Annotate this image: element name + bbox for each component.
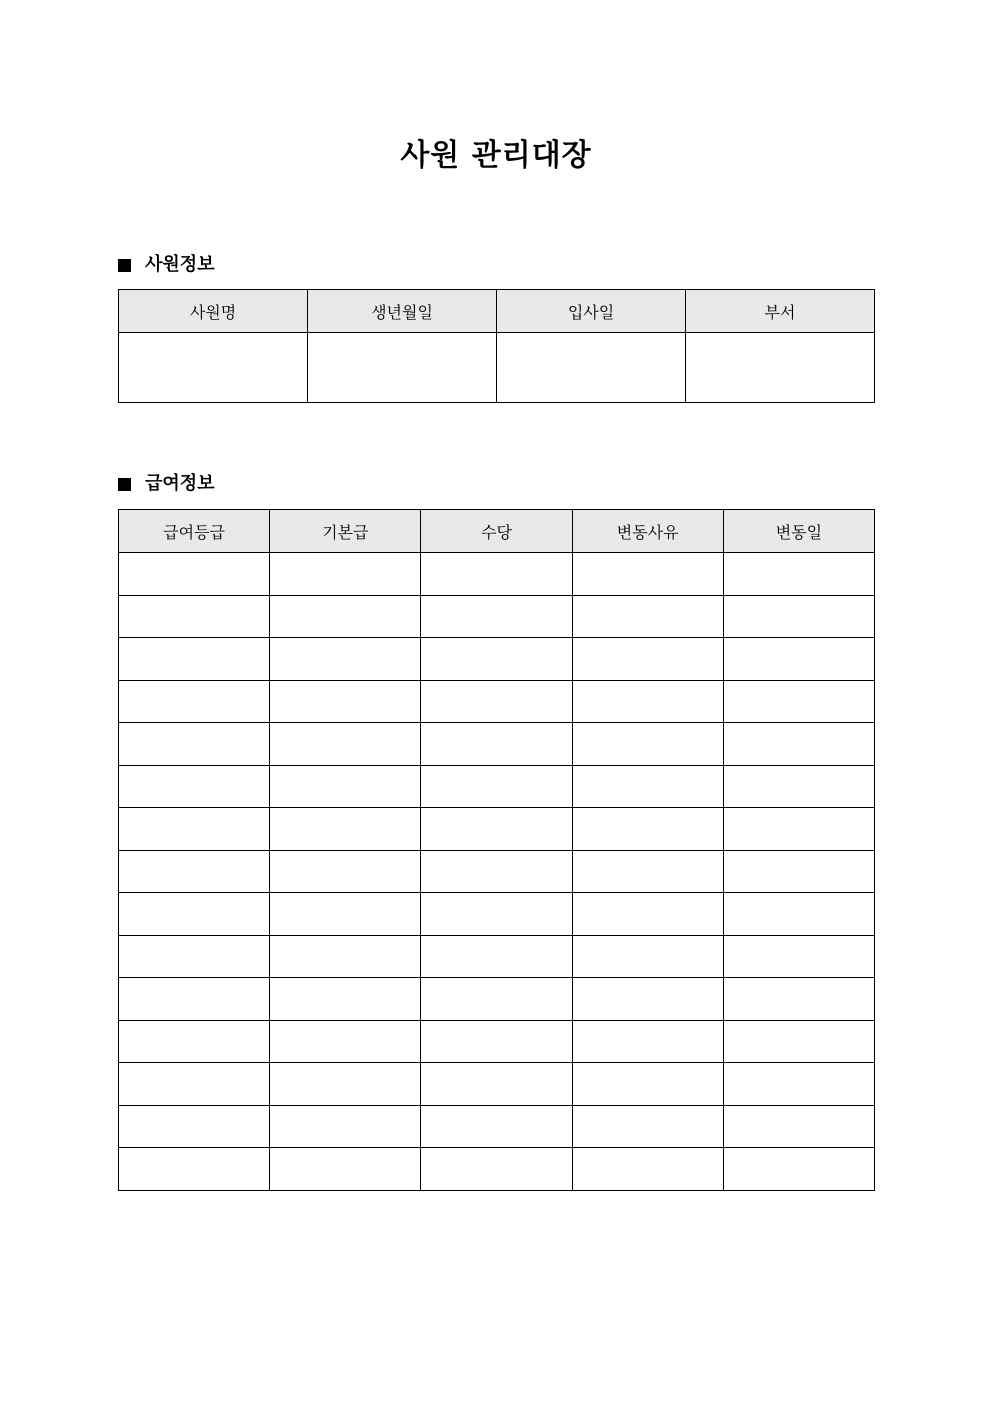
base-salary-cell[interactable] <box>270 765 421 808</box>
allowance-cell[interactable] <box>421 723 572 766</box>
column-header-change-date: 변동일 <box>723 510 874 553</box>
allowance-cell[interactable] <box>421 765 572 808</box>
pay-grade-cell[interactable] <box>119 595 270 638</box>
change-reason-cell[interactable] <box>572 638 723 681</box>
base-salary-cell[interactable] <box>270 935 421 978</box>
table-row <box>119 1105 875 1148</box>
allowance-cell[interactable] <box>421 935 572 978</box>
table-row <box>119 595 875 638</box>
change-reason-cell[interactable] <box>572 680 723 723</box>
pay-grade-cell[interactable] <box>119 935 270 978</box>
change-reason-cell[interactable] <box>572 1105 723 1148</box>
change-date-cell[interactable] <box>723 893 874 936</box>
table-row <box>119 553 875 596</box>
table-row <box>119 1020 875 1063</box>
base-salary-cell[interactable] <box>270 595 421 638</box>
pay-grade-cell[interactable] <box>119 1105 270 1148</box>
table-row <box>119 808 875 851</box>
salary-section-heading <box>118 471 215 497</box>
base-salary-cell[interactable] <box>270 808 421 851</box>
table-row <box>119 333 875 403</box>
column-header-base-salary: 기본급 <box>270 510 421 553</box>
table-row <box>119 978 875 1021</box>
pay-grade-cell[interactable] <box>119 638 270 681</box>
base-salary-cell[interactable] <box>270 553 421 596</box>
column-header-pay-grade: 급여등급 <box>119 510 270 553</box>
column-header-allowance: 수당 <box>421 510 572 553</box>
allowance-cell[interactable] <box>421 638 572 681</box>
change-date-cell[interactable] <box>723 1020 874 1063</box>
change-date-cell[interactable] <box>723 1063 874 1106</box>
table-row <box>119 850 875 893</box>
allowance-cell[interactable] <box>421 1105 572 1148</box>
salary-header-row <box>119 510 875 553</box>
change-date-cell[interactable] <box>723 553 874 596</box>
pay-grade-cell[interactable] <box>119 808 270 851</box>
pay-grade-cell[interactable] <box>119 1148 270 1191</box>
change-date-cell[interactable] <box>723 765 874 808</box>
allowance-cell[interactable] <box>421 680 572 723</box>
table-row <box>119 723 875 766</box>
base-salary-cell[interactable] <box>270 1105 421 1148</box>
change-date-cell[interactable] <box>723 638 874 681</box>
allowance-cell[interactable] <box>421 553 572 596</box>
change-date-cell[interactable] <box>723 978 874 1021</box>
column-header-hire-date: 입사일 <box>497 290 686 333</box>
table-row <box>119 680 875 723</box>
allowance-cell[interactable] <box>421 1063 572 1106</box>
change-reason-cell[interactable] <box>572 1148 723 1191</box>
change-date-cell[interactable] <box>723 680 874 723</box>
pay-grade-cell[interactable] <box>119 1020 270 1063</box>
base-salary-cell[interactable] <box>270 638 421 681</box>
pay-grade-cell[interactable] <box>119 893 270 936</box>
column-header-change-reason: 변동사유 <box>572 510 723 553</box>
change-date-cell[interactable] <box>723 723 874 766</box>
square-bullet-icon <box>118 259 131 272</box>
base-salary-cell[interactable] <box>270 978 421 1021</box>
change-date-cell[interactable] <box>723 1105 874 1148</box>
salary-info-table <box>118 509 875 1191</box>
change-date-cell[interactable] <box>723 935 874 978</box>
pay-grade-cell[interactable] <box>119 553 270 596</box>
salary-table-body <box>119 553 875 1191</box>
change-reason-cell[interactable] <box>572 1020 723 1063</box>
employee-name-cell[interactable] <box>119 333 308 403</box>
change-reason-cell[interactable] <box>572 935 723 978</box>
base-salary-cell[interactable] <box>270 893 421 936</box>
base-salary-cell[interactable] <box>270 1020 421 1063</box>
change-reason-cell[interactable] <box>572 978 723 1021</box>
base-salary-cell[interactable] <box>270 723 421 766</box>
allowance-cell[interactable] <box>421 893 572 936</box>
employee-section-label: 사원정보 <box>145 254 215 275</box>
change-date-cell[interactable] <box>723 850 874 893</box>
department-cell[interactable] <box>686 333 875 403</box>
pay-grade-cell[interactable] <box>119 765 270 808</box>
table-row <box>119 638 875 681</box>
pay-grade-cell[interactable] <box>119 1063 270 1106</box>
base-salary-cell[interactable] <box>270 1063 421 1106</box>
salary-section-label: 급여정보 <box>145 473 215 494</box>
change-reason-cell[interactable] <box>572 553 723 596</box>
base-salary-cell[interactable] <box>270 1148 421 1191</box>
change-reason-cell[interactable] <box>572 808 723 851</box>
change-reason-cell[interactable] <box>572 893 723 936</box>
column-header-birth-date: 생년월일 <box>308 290 497 333</box>
birth-date-cell[interactable] <box>308 333 497 403</box>
change-reason-cell[interactable] <box>572 723 723 766</box>
pay-grade-cell[interactable] <box>119 680 270 723</box>
base-salary-cell[interactable] <box>270 680 421 723</box>
table-row <box>119 935 875 978</box>
change-date-cell[interactable] <box>723 808 874 851</box>
change-date-cell[interactable] <box>723 595 874 638</box>
table-row <box>119 765 875 808</box>
change-date-cell[interactable] <box>723 1148 874 1191</box>
change-reason-cell[interactable] <box>572 1063 723 1106</box>
employee-header-row <box>119 290 875 333</box>
table-row <box>119 1063 875 1106</box>
table-row <box>119 893 875 936</box>
employee-info-table <box>118 289 875 403</box>
change-reason-cell[interactable] <box>572 765 723 808</box>
allowance-cell[interactable] <box>421 1020 572 1063</box>
change-reason-cell[interactable] <box>572 850 723 893</box>
base-salary-cell[interactable] <box>270 850 421 893</box>
allowance-cell[interactable] <box>421 595 572 638</box>
allowance-cell[interactable] <box>421 808 572 851</box>
table-row <box>119 1148 875 1191</box>
change-reason-cell[interactable] <box>572 595 723 638</box>
allowance-cell[interactable] <box>421 850 572 893</box>
allowance-cell[interactable] <box>421 978 572 1021</box>
allowance-cell[interactable] <box>421 1148 572 1191</box>
column-header-employee-name: 사원명 <box>119 290 308 333</box>
employee-section-heading <box>118 252 215 278</box>
pay-grade-cell[interactable] <box>119 723 270 766</box>
pay-grade-cell[interactable] <box>119 978 270 1021</box>
document-title: 사원 관리대장 <box>400 138 592 173</box>
square-bullet-icon <box>118 478 131 491</box>
pay-grade-cell[interactable] <box>119 850 270 893</box>
column-header-department: 부서 <box>686 290 875 333</box>
hire-date-cell[interactable] <box>497 333 686 403</box>
